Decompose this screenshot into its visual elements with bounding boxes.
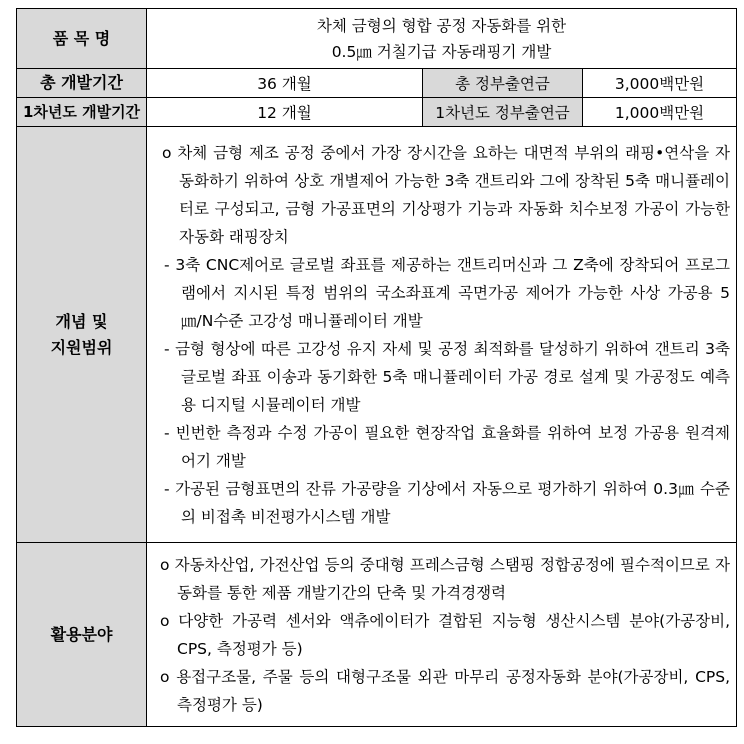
- item-title-line1: 차체 금형의 형합 공정 자동화를 위한: [316, 16, 567, 35]
- row-item-name: [17, 9, 737, 69]
- item-title-line2: 0.5㎛ 거칠기급 자동래핑기 개발: [331, 42, 552, 61]
- total-fund-value: 3,000백만원: [583, 69, 737, 98]
- application-item: o 다양한 가공력 센서와 액츄에이터가 결합된 지능형 생산시스템 분야(가공장비, CPS, 측정평가 등): [160, 611, 731, 658]
- concept-item: - 3축 CNC제어로 글로벌 좌표를 제공하는 갠트리머신과 그 Z축에 장착되어 프로그램에서 지시된 특정 범위의 국소좌표계 곡면가공 제어가 가능한 사상 가공용 5㎛/N수준 고강성 매니퓰레이터 개발: [164, 255, 731, 330]
- row-application: [17, 543, 737, 727]
- year1-fund-label: 1차년도 정부출연금: [423, 98, 583, 127]
- concept-item: - 금형 형상에 따른 고강성 유지 자세 및 공정 최적화를 달성하기 위하여 갠트리 3축 글로벌 좌표 이송과 동기화한 5축 매니퓰레이터 가공 경로 설계 및 가공정도 예측용 디지털 시뮬레이터 개발: [164, 339, 731, 414]
- concept-label-line1: 개념 및: [55, 311, 108, 331]
- row-concept: [17, 127, 737, 543]
- year1-fund-value: 1,000백만원: [583, 98, 737, 127]
- year1-period-label: 1차년도 개발기간: [17, 98, 147, 127]
- total-period-label: 총 개발기간: [17, 69, 147, 98]
- project-summary-table: [16, 8, 737, 727]
- application-content: [147, 543, 737, 727]
- application-item: o 용접구조물, 주물 등의 대형구조물 외관 마무리 공정자동화 분야(가공장비, CPS, 측정평가 등): [160, 667, 731, 714]
- item-name-value: [147, 9, 737, 69]
- row-total-period: [17, 69, 737, 98]
- concept-label: [17, 127, 147, 543]
- total-period-value: 36 개월: [147, 69, 423, 98]
- concept-item: - 빈번한 측정과 수정 가공이 필요한 현장작업 효율화를 위하여 보정 가공용 원격제어기 개발: [164, 423, 731, 470]
- concept-item: o 차체 금형 제조 공정 중에서 가장 장시간을 요하는 대면적 부위의 래핑•연삭을 자동화하기 위하여 상호 개별제어 가능한 3축 갠트리와 그에 장착된 5축 매니퓰레이터로 구성되고, 금형 가공표면의 기상평가 기능과 자동화 치수보정 가공이 가능한 자동화 래핑장치: [162, 143, 731, 246]
- row-year1-period: [17, 98, 737, 127]
- document-table-wrapper: [16, 8, 736, 728]
- year1-period-value: 12 개월: [147, 98, 423, 127]
- total-fund-label: 총 정부출연금: [423, 69, 583, 98]
- application-item: o 자동차산업, 가전산업 등의 중대형 프레스금형 스탬핑 정합공정에 필수적이므로 자동화를 통한 제품 개발기간의 단축 및 가격경쟁력: [160, 555, 731, 602]
- item-name-label: 품 목 명: [17, 9, 147, 69]
- concept-item: - 가공된 금형표면의 잔류 가공량을 기상에서 자동으로 평가하기 위하여 0.3㎛ 수준의 비접촉 비전평가시스템 개발: [164, 479, 731, 526]
- concept-content: [147, 127, 737, 543]
- concept-label-line2: 지원범위: [50, 337, 113, 357]
- application-label: 활용분야: [17, 543, 147, 727]
